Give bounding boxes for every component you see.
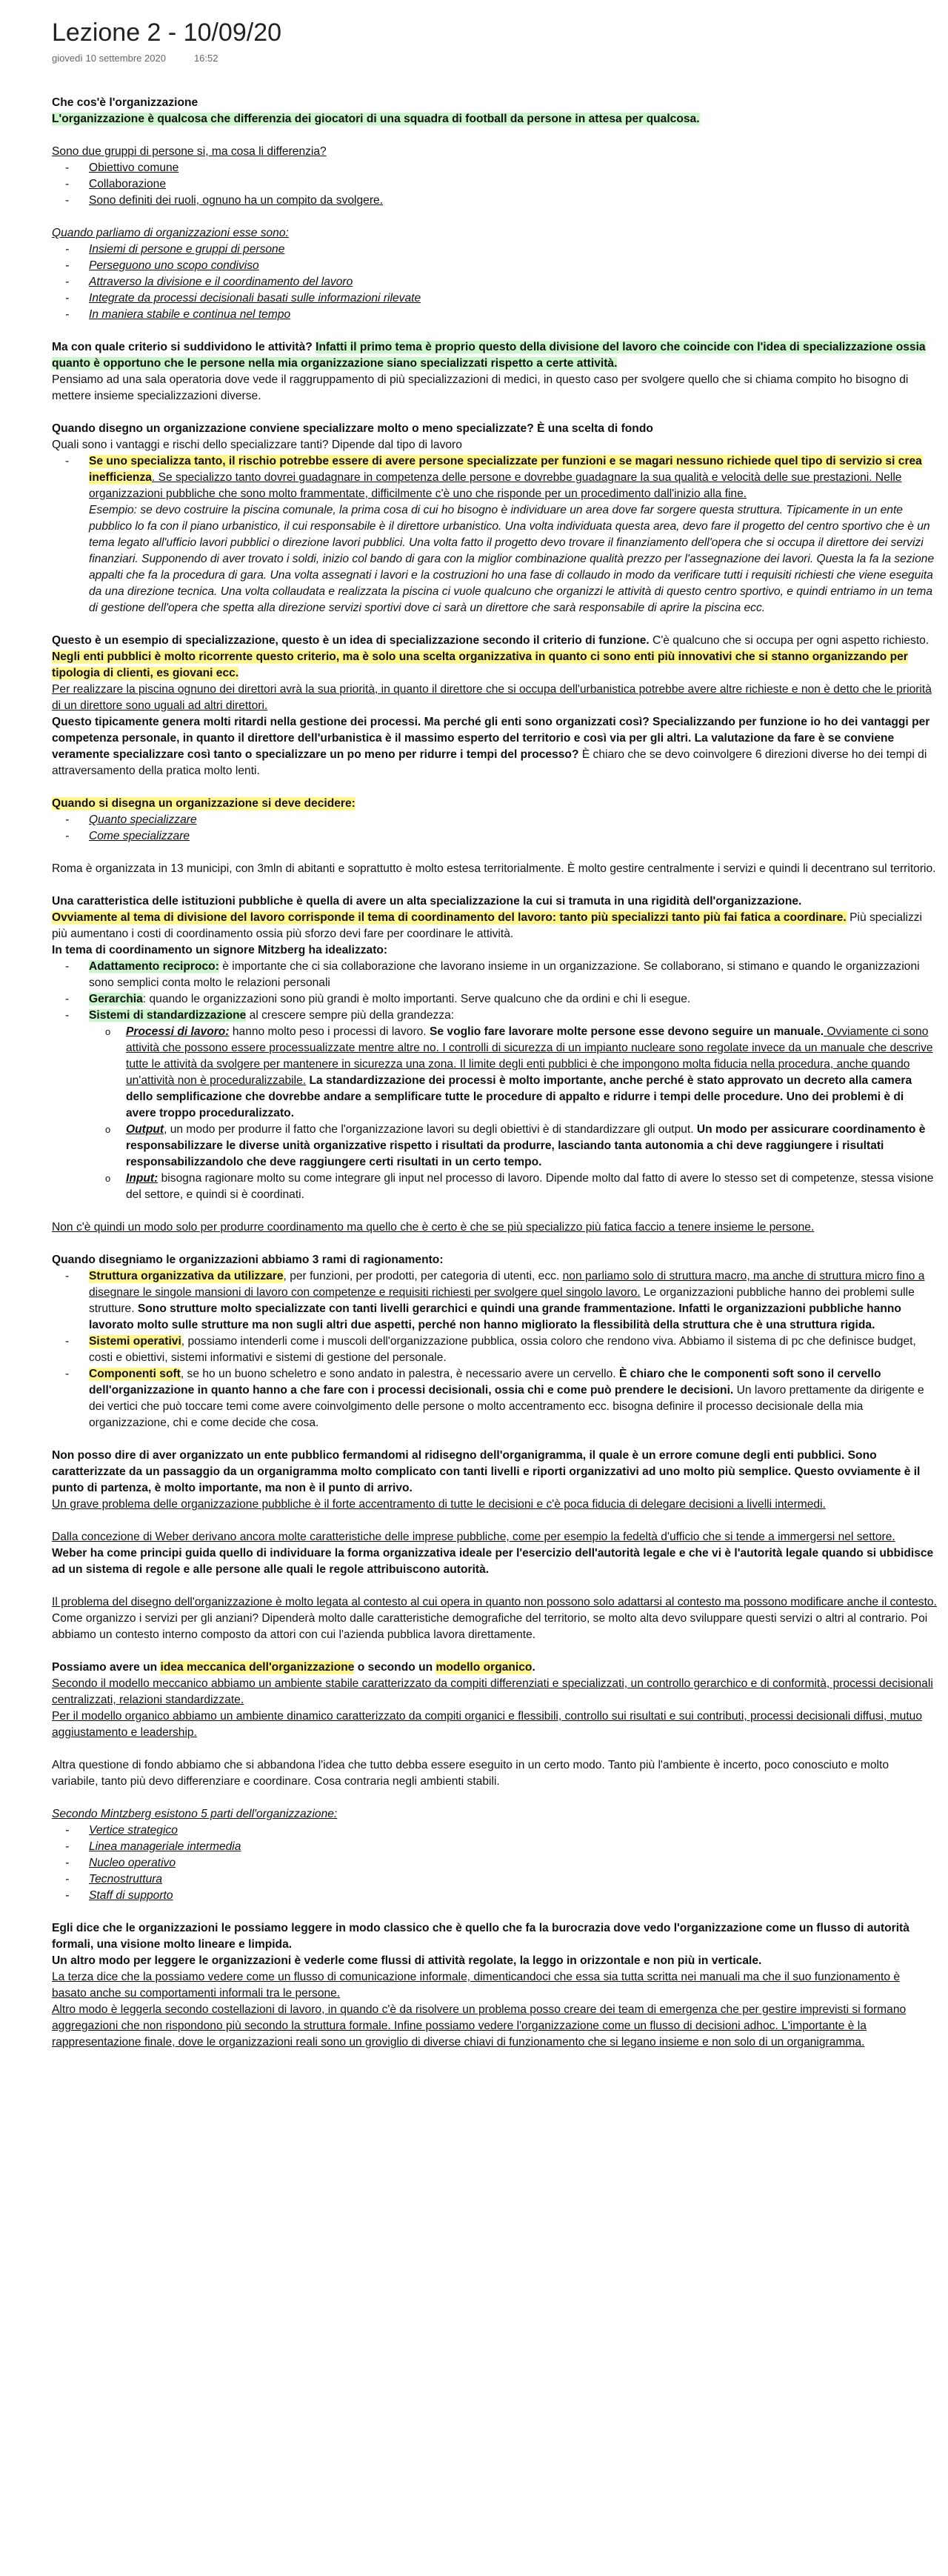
note-time: 16:52: [193, 53, 218, 64]
list-item: - Obiettivo comune: [52, 160, 937, 176]
list-item: - Tecnostruttura: [52, 1871, 937, 1888]
list-item: - In maniera stabile e continua nel tempo: [52, 307, 937, 323]
section-criteria: [52, 339, 937, 405]
list-item: - Nucleo operativo: [52, 1855, 937, 1871]
highlighted-text: Se uno specializza tanto, il rischio potrebbe essere di avere persone specializzate per funzioni e se magari nessuno richiede quel tipo di servizio si crea inefficienza: [89, 455, 922, 484]
plain-text: Come organizzo i servizi per gli anziani? Dipenderà molto dalle caratteristiche demografiche del territorio, se molto alta devo sviluppare questi servizi o altri al contrario. Poi abbiamo un contesto interno composto da attori con cui l'azienda pubblica lavora direttamente.: [52, 1612, 928, 1641]
item-text: , un modo per produrre il fatto che l'organizzazione lavori su degli obiettivi è di standardizzare gli output.: [164, 1123, 697, 1136]
item-label: Sistemi operativi: [89, 1335, 181, 1348]
section-definition: [52, 95, 937, 127]
list-item: - Integrate da processi decisionali basati sulle informazioni rilevate: [52, 290, 937, 307]
item-label: Processi di lavoro:: [126, 1025, 230, 1038]
paragraph: Egli dice che le organizzazioni le possiamo leggere in modo classico che è quello che fa la burocrazia dove vedo l'organizzazione come un flusso di autorità formali, una visione molto lineare e limpida.: [52, 1922, 909, 1951]
bold-text: Se voglio fare lavorare molte persone esse devono seguire un manuale.: [429, 1025, 824, 1038]
item-text: bisogna ragionare molto su come integrare gli input nel processo di lavoro. Dipende molto dal fatto di avere lo stesso set di competenze, stessa visione del settore, e quindi si è coordinati.: [126, 1172, 934, 1201]
list-item: - Insiemi di persone e gruppi di persone: [52, 242, 937, 258]
paragraph: Non c'è quindi un modo solo per produrre coordinamento ma quello che è certo è che se più specializzo più fatica faccio a tenere insieme le persone.: [52, 1221, 815, 1234]
section-coordination-summary: [52, 1219, 937, 1236]
list-item: [52, 1334, 937, 1366]
bold-text: Questo è un esempio di specializzazione, questo è un idea di specializzazione secondo il criterio di funzione.: [52, 634, 650, 647]
list-intro: Quando parliamo di organizzazioni esse sono:: [52, 227, 289, 239]
list-item: - Perseguono uno scopo condiviso: [52, 258, 937, 274]
bold-text: La standardizzazione dei processi è molto importante, anche perché è stato approvato un decreto alla camera dello semplificazione che dovrebbe andare a semplificare tutte le procedure di appalto e ridurre i tempi delle procedure. Uno dei problemi è di avere troppo proceduralizzato.: [126, 1074, 912, 1119]
paragraph: Una caratteristica delle istituzioni pubbliche è quella di avere un alta specializzazione la cui si tramuta in una rigidità dell'organizzazione.: [52, 895, 802, 908]
question-text: Sono due gruppi di persone si, ma cosa li differenzia?: [52, 145, 327, 158]
highlighted-text: Infatti il primo tema è proprio questo della divisione del lavoro che coincide con l'idea di specializzazione ossia quanto è opportuno che le persone nella mia organizzazione siano specializzati rispetto a certe attività.: [52, 341, 926, 370]
underlined-text: . Se specializzo tanto dovrei guadagnare in competenza delle persone e dovrebbe guadagnare la sua qualità e velocità delle sue prestazioni. Nelle organizzazioni pubbliche che sono molto frammentate, difficilmente c'è uno che risponde per un procedimento dall'inizio alla fine.: [89, 471, 902, 500]
paragraph: La terza dice che la possiamo vedere come un flusso di comunicazione informale, dimenticandoci che essa sia tutta scritta nei manuali ma che il suo funzionamento è basato anche su comportamenti informali tra le persone.: [52, 1971, 901, 2000]
list-item: - Quanto specializzare: [52, 812, 937, 828]
list-item: [52, 1008, 937, 1024]
item-text: Un lavoro prettamente da dirigente e dei vertici che può toccare temi come avere coinvolgimento delle persone o molto accentramento ecc. bisogna definire il processo decisionale della mia organizzazione, chi e come decide che cosa.: [89, 1384, 924, 1429]
list-item: - Sono definiti dei ruoli, ognuno ha un compito da svolgere.: [52, 193, 937, 209]
list-item: - Come specializzare: [52, 828, 937, 845]
section-heading: Quando disegno un organizzazione conviene specializzare molto o meno specializzate? È una scelta di fondo: [52, 422, 653, 435]
note-page: [52, 16, 937, 2051]
paragraph: Un grave problema delle organizzazione pubbliche è il forte accentramento di tutte le decisioni e c'è poca fiducia di delegare decisioni a livelli intermedi.: [52, 1498, 826, 1511]
list-item: [52, 453, 937, 616]
list-item: - Linea manageriale intermedia: [52, 1839, 937, 1855]
highlighted-text: Ovviamente al tema di divisione del lavoro corrisponde il tema di coordinamento del lavoro: tanto più specializzi tanto più fai fatica a coordinare.: [52, 911, 847, 924]
paragraph: Roma è organizzata in 13 municipi, con 3mln di abitanti e soprattutto è molto estesa territorialmente. È molto gestire centralmente i servizi e quindi li decentrano sul territorio.: [52, 862, 936, 875]
plain-text: È chiaro che se devo coinvolgere 6 direzioni diverse ho dei tempi di attraversamento della pratica molto lenti.: [52, 748, 927, 777]
item-text: hanno molto peso i processi di lavoro.: [229, 1025, 430, 1038]
paragraph: Weber ha come principi guida quello di individuare la forma organizzativa ideale per l'esercizio dell'autorità legale e che vi è l'autorità legale quando si ubbidisce ad un sistema di regole e alle persone alle quali le regole attribuiscono autorità.: [52, 1547, 934, 1576]
item-label: Gerarchia: [89, 993, 143, 1005]
plain-text: o secondo un: [354, 1661, 436, 1674]
item-text: è importante che ci sia collaborazione che lavorano insieme in un organizzazione. Se collaborano, si stimano e quando le organizzazioni sono semplici conta molto le relazioni personali: [89, 960, 920, 989]
section-three-branches: [52, 1252, 937, 1431]
plain-text: C'è qualcuno che si occupa per ogni aspetto richiesto.: [649, 634, 929, 647]
paragraph: Altro modo è leggerla secondo costellazioni di lavoro, in quando c'è da risolvere un problema posso creare dei team di emergenza che per gestire imprevisti si formano aggregazioni che non rispondono più secondo la struttura formale. Infine possiamo vedere l'organizzazione come un flusso di decisioni adhoc. L'importante è la rappresentazione finale, dove le organizzazioni reali sono un groviglio di diverse chiavi di funzionamento che si legano insieme e non solo di un organigramma.: [52, 2003, 907, 2049]
item-text: , per funzioni, per prodotti, per categoria di utenti, ecc.: [283, 1270, 563, 1282]
section-rome: [52, 861, 937, 877]
item-label: Componenti soft: [89, 1368, 181, 1380]
section-differences: [52, 144, 937, 209]
underlined-text: non parliamo solo di struttura macro, ma anche di struttura micro fino a disegnare le singole mansioni di lavoro con competenze e requisiti richiesti per svolgere quel singolo lavoro.: [89, 1270, 925, 1299]
sub-list-item: [52, 1024, 937, 1122]
note-date: giovedì 10 settembre 2020: [52, 53, 166, 64]
highlighted-text: modello organico: [435, 1661, 533, 1674]
section-environment: [52, 1757, 937, 1790]
highlighted-heading: Quando si disegna un organizzazione si deve decidere:: [52, 797, 356, 810]
paragraph: Un altro modo per leggere le organizzazioni è vederle come flussi di attività regolate, la leggo in orizzontale e non più in verticale.: [52, 1954, 762, 1967]
paragraph: Non posso dire di aver organizzato un ente pubblico fermandomi al ridisegno dell'organigramma, il quale è un errore comune degli enti pubblici. Sono caratterizzate da un passaggio da un organigramma molto complicato con tanti livelli e riporti organizzativi ad uno molto più semplice. Questo ovviamente è il punto di partenza, è molto importante, ma non è il punto di arrivo.: [52, 1449, 921, 1494]
paragraph: Per realizzare la piscina ognuno dei direttori avrà la sua priorità, in quanto il direttore che si occupa dell'urbanistica potrebbe avere altre richieste e non è detto che le priorità di un direttore sono uguali ad altri direttori.: [52, 683, 932, 712]
plain-text: Possiamo avere un: [52, 1661, 161, 1674]
note-timestamp: [52, 50, 937, 67]
item-text: , possiamo intenderli come i muscoli dell'organizzazione pubblica, ossia coloro che rendono viva. Abbiamo il sistema di pc che definisce budget, costi e obiettivi, sistemi informativi e sistemi di gestione del personale.: [89, 1335, 916, 1364]
highlighted-text: Negli enti pubblici è molto ricorrente questo criterio, ma è solo una scelta organizzativa in quanto ci sono enti più innovativi che si stanno organizzando per tipologia di clienti, es giovani ecc.: [52, 650, 908, 679]
section-readings: [52, 1920, 937, 2051]
section-coordination: [52, 893, 937, 1203]
list-item: [52, 1366, 937, 1431]
section-heading: Quando disegniamo le organizzazioni abbiamo 3 rami di ragionamento:: [52, 1254, 444, 1266]
bold-text: Questo tipicamente genera molti ritardi nella gestione dei processi. Ma perché gli enti sono organizzati così? Specializzando per funzione io ho dei vantaggi per competenza personale, in quanto il direttore dell'urbanistica è il massimo esperto del territorio e così via per gli altri. La valutazione da fare è se conviene veramente specializzare così tanto o specializzare un po meno per ridurre i tempi del processo?: [52, 716, 930, 761]
bold-text: Sono strutture molto specializzate con tanti livelli gerarchici e quindi una grande frammentazione. Infatti le organizzazioni pubbliche hanno lavorato molto sulle strutture ma non sugli altri due aspetti, perché non hanno migliorato la flessibilità della struttura che è una struttura rigida.: [89, 1302, 901, 1331]
bold-text: Un modo per assicurare coordinamento è responsabilizzare le diverse unità organizzative rispetto i risultati da produrre, lasciando tanta autonomia a chi deve raggiungere i risultati responsabilizzandolo che deve raggiungere certi risultati in un certo tempo.: [126, 1123, 926, 1168]
section-mintzberg: [52, 1806, 937, 1904]
section-context: [52, 1594, 937, 1643]
item-label: Input:: [126, 1172, 158, 1185]
list-item: - Attraverso la divisione e il coordinamento del lavoro: [52, 274, 937, 290]
highlighted-text: idea meccanica dell'organizzazione: [160, 1661, 355, 1674]
section-function-criteria: [52, 633, 937, 779]
paragraph: Pensiamo ad una sala operatoria dove vede il raggruppamento di più specializzazioni di medici, in questo caso per svolgere quello che si chiama compito ho bisogno di mettere insieme specializzazioni diverse.: [52, 373, 909, 402]
item-label: Sistemi di standardizzazione: [89, 1009, 247, 1022]
sub-list-item: [52, 1171, 937, 1203]
item-label: Adattamento reciproco:: [89, 960, 219, 973]
question-text: Ma con quale criterio si suddividono le attività?: [52, 341, 316, 353]
list-item: [52, 959, 937, 991]
paragraph: Dalla concezione di Weber derivano ancora molte caratteristiche delle imprese pubbliche, come per esempio la fedeltà d'ufficio che si tende a immergersi nel settore.: [52, 1531, 895, 1543]
list-item: [52, 991, 937, 1008]
section-decide: [52, 796, 937, 845]
example-text: Esempio: se devo costruire la piscina comunale, la prima cosa di cui ho bisogno è individuare un area dove far sorgere questa struttura. Tipicamente in un ente pubblico lo fa con il piano urbanistico, il cui responsabile è il direttore urbanistico. Una volta individuata questa area, devo fare il progetto del centro sportivo che è un tema legato all'ufficio lavori pubblici o direzione lavori pubblici. Una volta fatto il progetto devo trovare il finanziamento dell'opera che si occupa il direttore dei servizi finanziari. Supponendo di aver trovato i soldi, inizio col bando di gara con la miglior combinazione qualità prezzo per l'assegnazione dei lavori. Questa la fa la sezione appalti che fa la procedura di gara. Una volta assegnati i lavori e la costruzioni ho una fase di collaudo in modo da verificare tutti i requisiti richiesti che viene eseguita da una direzione tecnica. Una volta collaudata e realizzata la piscina ci vuole qualcuno che organizzi le attività di questo centro sportivo, e quindi entriamo in un tema di gestione dell'opera che spetta alla direzione servizi sportivi dove ci sarà un direttore che sarà responsabile di aprire la piscina ecc.: [89, 504, 935, 614]
section-heading: Che cos'è l'organizzazione: [52, 96, 198, 109]
list-item: - Vertice strategico: [52, 1823, 937, 1839]
bold-text: È chiaro che le componenti soft sono il cervello dell'organizzazione in quanto hanno a che fare con i processi decisionali, ossia chi e come può prendere le decisioni.: [89, 1368, 881, 1397]
paragraph: Altra questione di fondo abbiamo che si abbandona l'idea che tutto debba essere eseguito in un certo modo. Tanto più l'ambiente è incerto, poco conosciuto e molto variabile, tanto più devo differenziare e coordinare. Cosa contraria negli ambienti stabili.: [52, 1759, 889, 1788]
list-item: - Collaborazione: [52, 176, 937, 193]
section-organizations-are: [52, 225, 937, 323]
underlined-text: Ovviamente ci sono attività che possono essere processualizzate mentre altre no. I controlli di sicurezza di un impianto nucleare sono regolate invece da un manuale che descrive tutte le attività da svolgere per mantenere in sicurezza una zona. Il limite degli enti pubblici è che impongono molta fiducia nella procedura, anche quando un'attività non è proceduralizzabile.: [126, 1025, 933, 1087]
list-intro: Secondo Mintzberg esistono 5 parti dell'organizzazione:: [52, 1808, 338, 1820]
item-text: , se ho un buono scheletro e sono andato in palestra, è necessario avere un cervello.: [180, 1368, 619, 1380]
highlighted-definition: L'organizzazione è qualcosa che differenzia dei giocatori di una squadra di football da persone in attesa per qualcosa.: [52, 113, 700, 125]
section-models: [52, 1660, 937, 1741]
paragraph: Quali sono i vantaggi e rischi dello specializzare tanti? Dipende dal tipo di lavoro: [52, 439, 462, 451]
sub-list-item: [52, 1122, 937, 1171]
paragraph: Per il modello organico abbiamo un ambiente dinamico caratterizzato da compiti organici e flessibili, controllo sui risultati e sui contributi, processi decisionali diffusi, mutuo aggiustamento e leadership.: [52, 1710, 923, 1739]
plain-text: .: [532, 1661, 535, 1674]
section-weber: [52, 1529, 937, 1578]
item-label: Struttura organizzativa da utilizzare: [89, 1270, 284, 1282]
section-specialization: [52, 421, 937, 616]
list-item: [52, 1268, 937, 1334]
underlined-text: Il problema del disegno dell'organizzazione è molto legata al contesto al cui opera in quanto non possono solo adattarsi al contesto ma possono modificare anche il contesto.: [52, 1596, 937, 1608]
paragraph: Secondo il modello meccanico abbiamo un ambiente stabile caratterizzato da compiti differenziati e specializzati, un controllo gerarchico e di conformità, processi decisionali centralizzati, relazioni standardizzate.: [52, 1677, 933, 1706]
plain-text: Più specializzi più aumentano i costi di coordinamento ossia più sforzo devi fare per coordinare le attività.: [52, 911, 923, 940]
page-title: Lezione 2 - 10/09/20: [52, 19, 282, 47]
item-text: Le organizzazioni pubbliche hanno dei problemi sulle strutture.: [89, 1286, 915, 1315]
item-label: Output: [126, 1123, 164, 1136]
item-text: al crescere sempre più della grandezza:: [246, 1009, 455, 1022]
list-item: - Staff di supporto: [52, 1888, 937, 1904]
paragraph: In tema di coordinamento un signore Mitzberg ha idealizzato:: [52, 944, 388, 956]
section-org-chart: [52, 1448, 937, 1513]
item-text: : quando le organizzazioni sono più grandi è molto importanti. Serve qualcuno che da ordini e chi li esegue.: [142, 993, 691, 1005]
